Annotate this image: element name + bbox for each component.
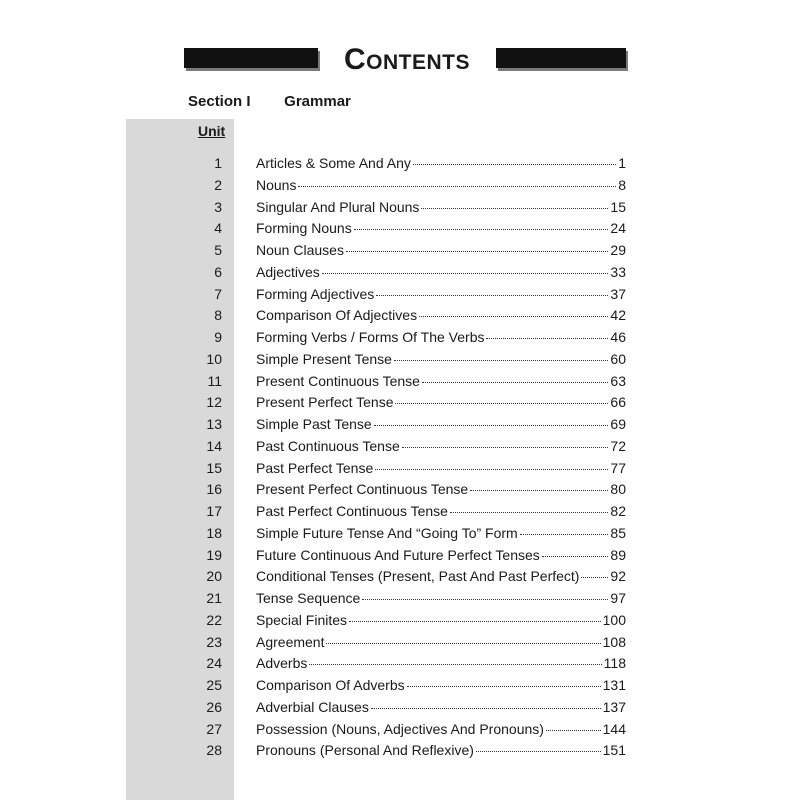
page-number: 60 — [610, 350, 626, 367]
unit-number: 20 — [206, 568, 222, 585]
dot-leader — [546, 730, 601, 731]
page-number: 131 — [602, 677, 626, 693]
unit-number: 5 — [214, 242, 222, 258]
dot-leader — [362, 599, 608, 600]
toc-entry — [256, 740, 626, 762]
entry-title: Pronouns (Personal And Reflexive) — [256, 742, 474, 759]
page-number: 66 — [610, 394, 626, 411]
toc-entry — [256, 566, 626, 588]
dot-leader — [354, 229, 609, 230]
toc-row — [126, 479, 626, 501]
entry-title: Noun Clauses — [256, 242, 344, 258]
toc-row — [126, 153, 626, 175]
dot-leader — [476, 751, 601, 752]
entry-title: Present Continuous Tense — [256, 372, 420, 389]
dot-leader — [402, 447, 609, 448]
unit-number: 14 — [206, 437, 222, 454]
toc-row — [126, 697, 626, 719]
dot-leader — [520, 534, 609, 535]
dot-leader — [376, 295, 608, 296]
entry-title: Simple Past Tense — [256, 416, 372, 432]
page-number: 29 — [610, 242, 626, 258]
toc-entry — [256, 262, 626, 284]
unit-number: 18 — [206, 524, 222, 541]
toc-entry — [256, 545, 626, 567]
toc-entry — [256, 284, 626, 306]
page-number: 46 — [610, 329, 626, 345]
toc-row — [126, 588, 626, 610]
entry-title: Forming Nouns — [256, 220, 352, 237]
section-heading — [188, 92, 351, 112]
entry-title: Comparison Of Adjectives — [256, 307, 418, 324]
dot-leader — [581, 577, 608, 578]
toc-entry — [256, 327, 626, 349]
entry-title: Adverbs — [256, 655, 308, 672]
toc-entry — [256, 501, 626, 523]
entry-title: Past Perfect Tense — [256, 459, 374, 476]
toc-row — [126, 392, 626, 414]
page-number: 42 — [610, 307, 626, 324]
toc-row — [126, 436, 626, 458]
entry-title: Adjectives — [256, 263, 320, 280]
entry-title: Tense Sequence — [256, 590, 361, 606]
dot-leader — [309, 664, 601, 665]
dot-leader — [470, 490, 608, 491]
entry-title: Future Continuous And Future Perfect Tenses — [256, 546, 540, 563]
toc-row — [126, 740, 626, 762]
dot-leader — [542, 556, 609, 557]
entry-title: Past Perfect Continuous Tense — [256, 503, 448, 519]
toc-row — [126, 610, 626, 632]
toc-row — [126, 523, 626, 545]
toc-row — [126, 327, 626, 349]
entry-title: Articles & Some And Any — [256, 155, 411, 171]
toc-entry — [256, 479, 626, 501]
entry-title: Possession (Nouns, Adjectives And Pronouns) — [256, 720, 544, 737]
toc-entry — [256, 349, 626, 371]
toc-row — [126, 349, 626, 371]
toc-entry — [256, 414, 626, 436]
unit-column-header: Unit — [198, 123, 226, 139]
toc-entry — [256, 675, 626, 697]
dot-leader — [371, 708, 601, 709]
toc-entry — [256, 719, 626, 741]
toc-entry — [256, 436, 626, 458]
page-title: Contents — [344, 43, 470, 76]
entry-title: Forming Adjectives — [256, 285, 375, 302]
entry-title: Nouns — [256, 176, 297, 193]
toc-row — [126, 719, 626, 741]
dot-leader — [422, 382, 608, 383]
unit-number: 10 — [206, 350, 222, 367]
toc-entry — [256, 632, 626, 654]
dot-leader — [322, 273, 609, 274]
unit-number: 3 — [214, 198, 222, 215]
dot-leader — [326, 643, 600, 644]
unit-number: 22 — [206, 611, 222, 628]
toc-row — [126, 458, 626, 480]
page-number: 144 — [602, 720, 626, 737]
page-number: 108 — [602, 633, 626, 650]
toc-row — [126, 218, 626, 240]
toc-row — [126, 240, 626, 262]
page-number: 137 — [602, 698, 626, 715]
dot-leader — [407, 686, 601, 687]
title-bar-left — [184, 48, 318, 68]
page-number: 24 — [610, 220, 626, 237]
entry-title: Present Perfect Tense — [256, 394, 394, 411]
page-number: 69 — [610, 416, 626, 432]
toc-entry — [256, 697, 626, 719]
toc-row — [126, 262, 626, 284]
entry-title: Past Continuous Tense — [256, 437, 400, 454]
unit-number: 9 — [214, 329, 222, 345]
unit-number: 15 — [206, 459, 222, 476]
page-number: 8 — [618, 176, 626, 193]
unit-number: 24 — [206, 655, 222, 672]
page-number: 1 — [618, 155, 626, 171]
toc-entry — [256, 153, 626, 175]
page-number: 37 — [610, 285, 626, 302]
table-of-contents — [126, 153, 626, 762]
entry-title: Forming Verbs / Forms Of The Verbs — [256, 329, 485, 345]
page-number: 63 — [610, 372, 626, 389]
entry-title: Conditional Tenses (Present, Past And Past Perfect) — [256, 568, 580, 585]
toc-row — [126, 284, 626, 306]
entry-title: Simple Present Tense — [256, 350, 392, 367]
page-number: 92 — [610, 568, 626, 585]
entry-title: Comparison Of Adverbs — [256, 677, 405, 693]
unit-number: 17 — [206, 503, 222, 519]
toc-entry — [256, 610, 626, 632]
page-number: 151 — [602, 742, 626, 759]
toc-row — [126, 414, 626, 436]
dot-leader — [419, 316, 608, 317]
page-number: 33 — [610, 263, 626, 280]
unit-number: 27 — [206, 720, 222, 737]
unit-number: 19 — [206, 546, 222, 563]
entry-title: Present Perfect Continuous Tense — [256, 481, 469, 498]
dot-leader — [349, 621, 601, 622]
page-number: 82 — [610, 503, 626, 519]
entry-title: Adverbial Clauses — [256, 698, 369, 715]
toc-entry — [256, 392, 626, 414]
toc-row — [126, 501, 626, 523]
unit-number: 1 — [214, 155, 222, 171]
unit-number: 21 — [206, 590, 222, 606]
toc-entry — [256, 218, 626, 240]
unit-number: 16 — [206, 481, 222, 498]
dot-leader — [421, 208, 608, 209]
page-number: 80 — [610, 481, 626, 498]
unit-number: 12 — [206, 394, 222, 411]
unit-number: 2 — [214, 176, 222, 193]
toc-row — [126, 305, 626, 327]
toc-entry — [256, 523, 626, 545]
dot-leader — [395, 403, 608, 404]
unit-number: 13 — [206, 416, 222, 432]
entry-title: Agreement — [256, 633, 325, 650]
unit-number: 25 — [206, 677, 222, 693]
unit-number: 28 — [206, 742, 222, 759]
dot-leader — [375, 469, 608, 470]
unit-number: 11 — [207, 372, 222, 389]
toc-row — [126, 566, 626, 588]
page-number: 100 — [602, 611, 626, 628]
dot-leader — [346, 251, 608, 252]
page-number: 15 — [610, 198, 626, 215]
toc-entry — [256, 371, 626, 393]
page-number: 89 — [610, 546, 626, 563]
dot-leader — [486, 338, 608, 339]
toc-entry — [256, 305, 626, 327]
toc-entry — [256, 458, 626, 480]
page-number: 72 — [610, 437, 626, 454]
title-bar-right — [496, 48, 626, 68]
unit-number: 26 — [206, 698, 222, 715]
toc-row — [126, 545, 626, 567]
section-number: Section I — [188, 93, 251, 110]
toc-row — [126, 632, 626, 654]
unit-number: 23 — [206, 633, 222, 650]
page-number: 77 — [610, 459, 626, 476]
toc-entry — [256, 240, 626, 262]
page-number: 97 — [610, 590, 626, 606]
entry-title: Special Finites — [256, 611, 348, 628]
toc-row — [126, 675, 626, 697]
toc-row — [126, 371, 626, 393]
page-number: 85 — [610, 524, 626, 541]
page-number: 118 — [603, 655, 626, 672]
dot-leader — [413, 164, 616, 165]
toc-row — [126, 197, 626, 219]
toc-entry — [256, 175, 626, 197]
toc-row — [126, 653, 626, 675]
dot-leader — [298, 186, 616, 187]
entry-title: Simple Future Tense And “Going To” Form — [256, 524, 518, 541]
unit-number: 8 — [214, 307, 222, 324]
dot-leader — [374, 425, 609, 426]
unit-number: 4 — [214, 220, 222, 237]
toc-row — [126, 175, 626, 197]
dot-leader — [450, 512, 608, 513]
section-title: Grammar — [284, 93, 351, 110]
toc-entry — [256, 653, 626, 675]
unit-number: 7 — [214, 285, 222, 302]
toc-entry — [256, 197, 626, 219]
dot-leader — [394, 360, 608, 361]
unit-number: 6 — [214, 263, 222, 280]
entry-title: Singular And Plural Nouns — [256, 198, 420, 215]
toc-entry — [256, 588, 626, 610]
